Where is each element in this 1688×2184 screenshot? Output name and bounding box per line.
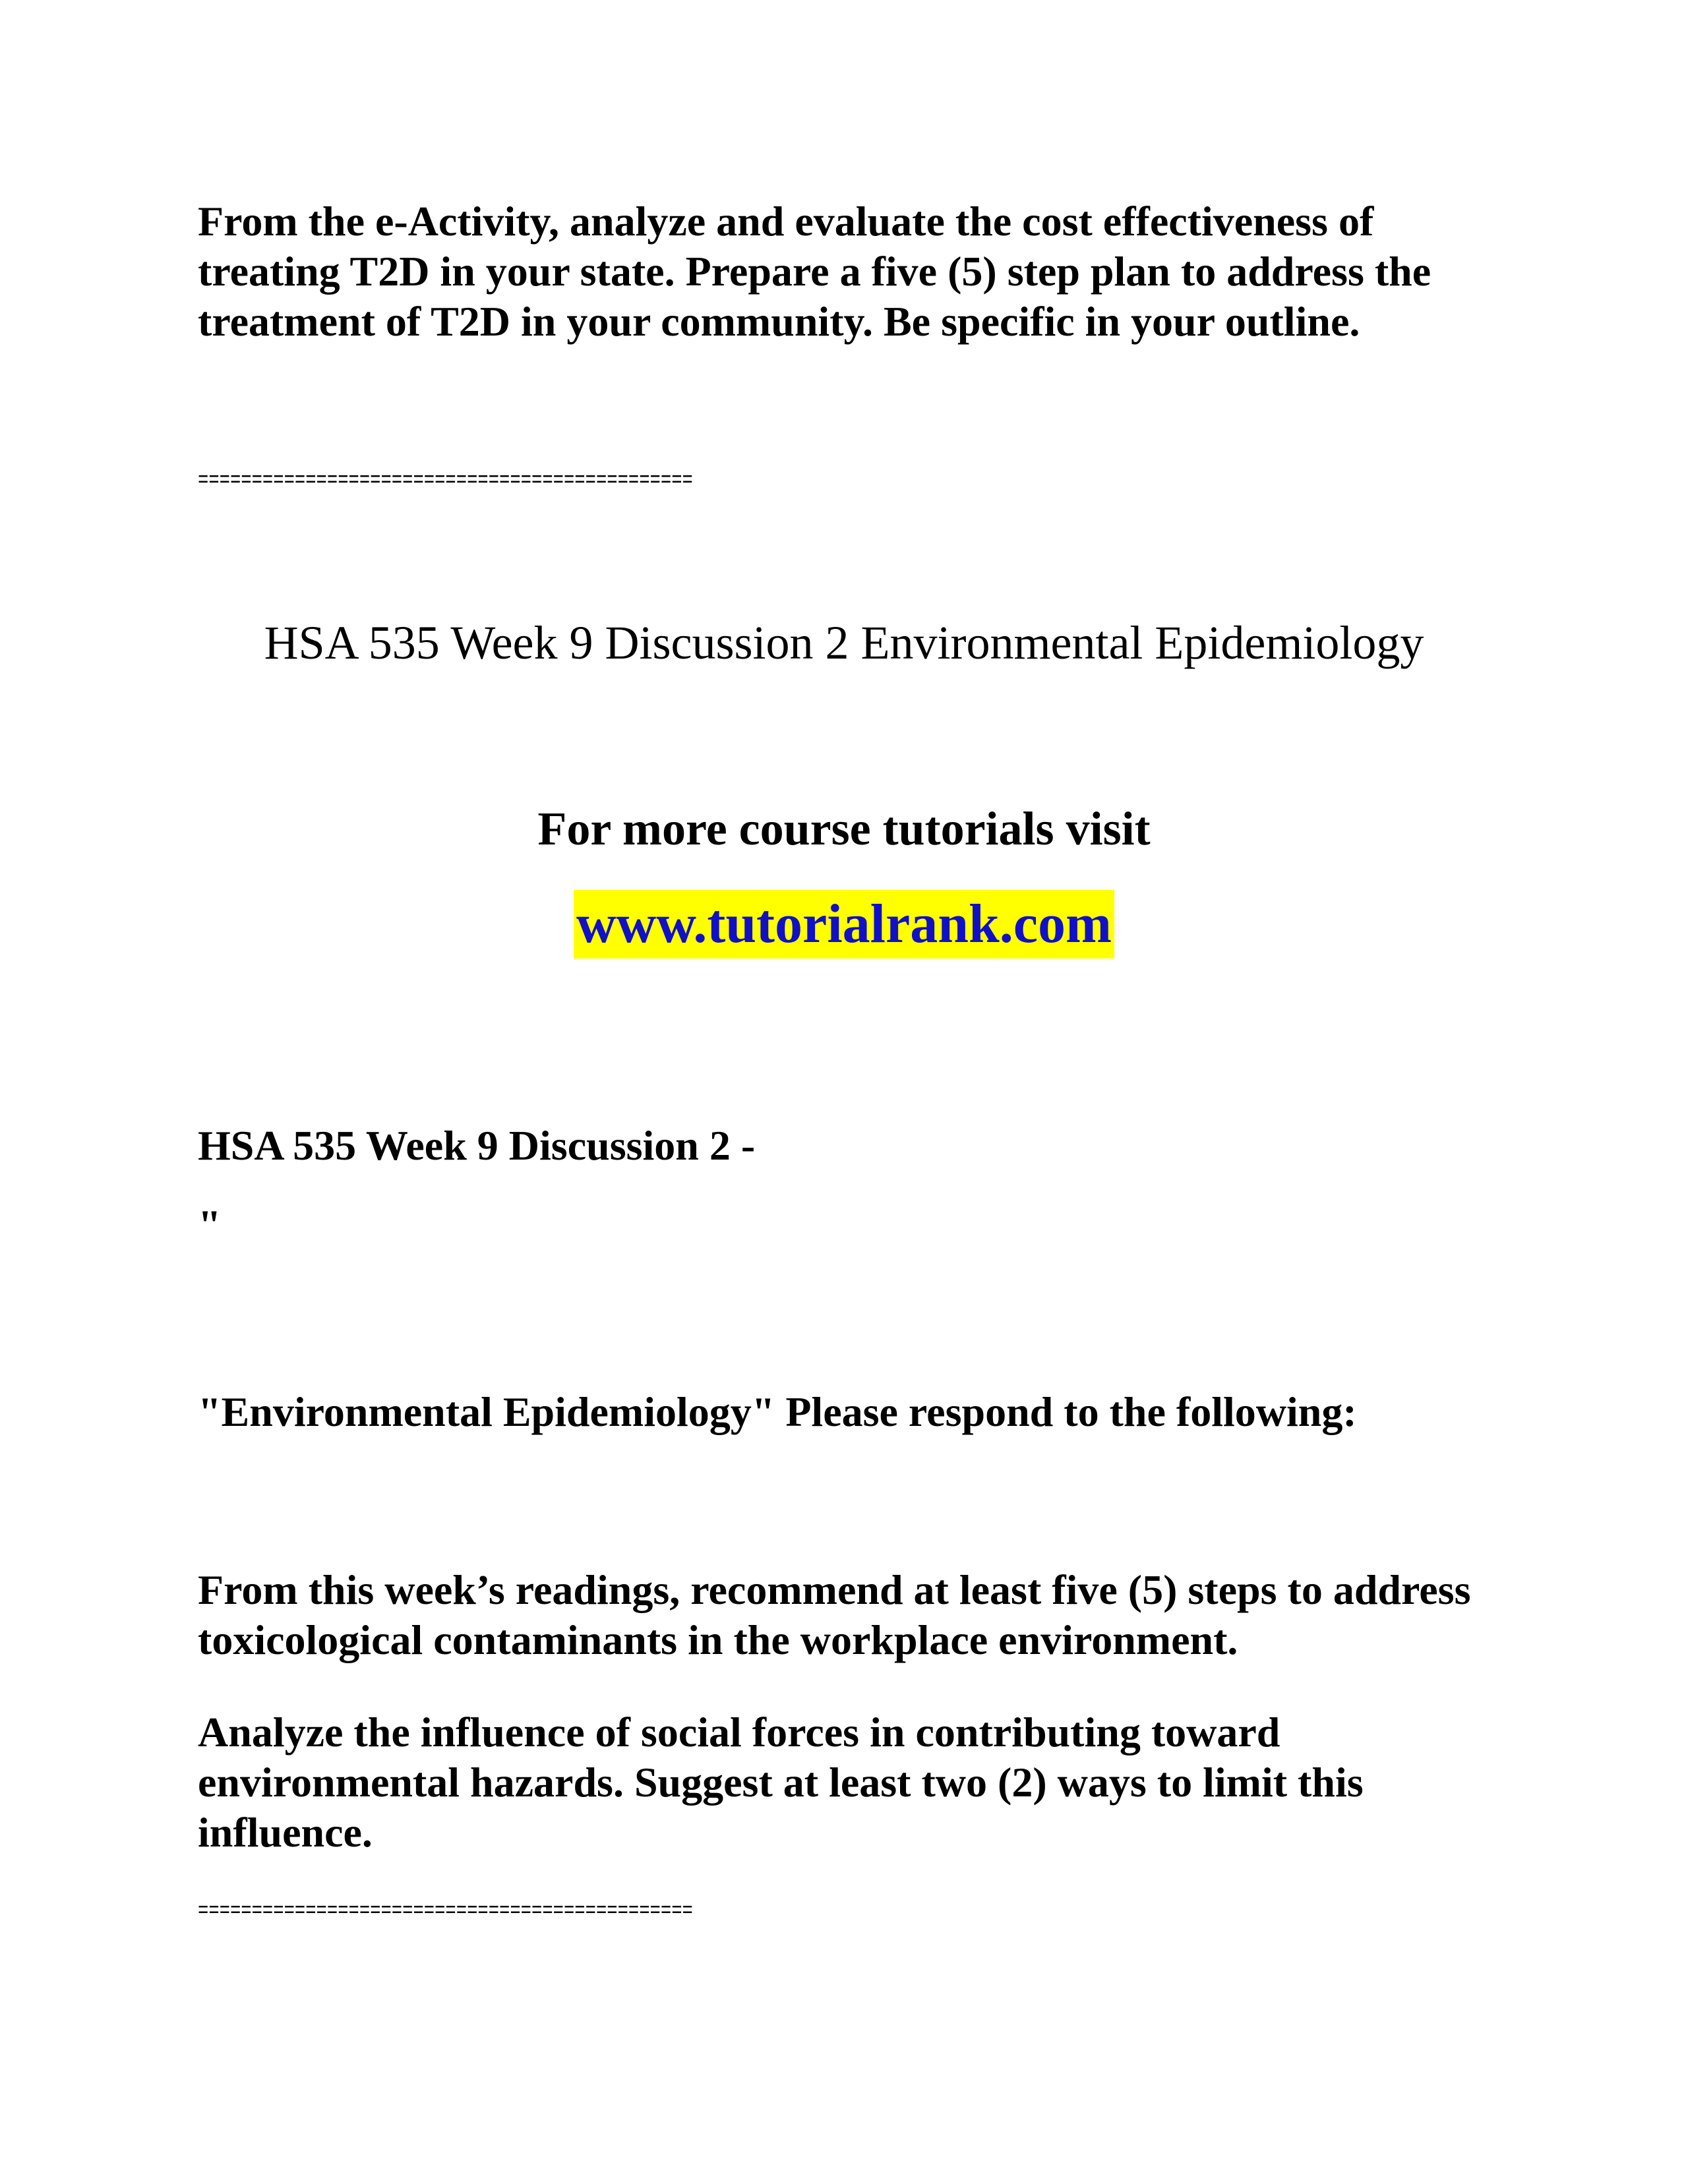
- discussion-prompt: "Environmental Epidemiology" Please respond to the following:: [198, 1388, 1357, 1435]
- link-container: [0, 890, 1688, 959]
- question-paragraph-1: From this week’s readings, recommend at least five (5) steps to address toxicological contaminants in the workplace environment.: [198, 1566, 1471, 1663]
- question-paragraph-2: Analyze the influence of social forces in contributing toward environmental hazards. Suggest at least two (2) ways to limit this influence.: [198, 1709, 1364, 1856]
- sub-heading: HSA 535 Week 9 Discussion 2 -: [198, 1122, 756, 1169]
- separator-line-bottom: ==============================================: [198, 1899, 693, 1924]
- visit-text: For more course tutorials visit: [537, 802, 1151, 855]
- quote-mark: ": [198, 1201, 222, 1248]
- tutorialrank-link[interactable]: www.tutorialrank.com: [574, 890, 1114, 959]
- separator-line-top: ==============================================: [198, 469, 693, 494]
- page-title: HSA 535 Week 9 Discussion 2 Environmental Epidemiology: [264, 616, 1424, 669]
- intro-paragraph: From the e-Activity, analyze and evaluate the cost effectiveness of treating T2D in your state. Prepare a five (5) step plan to address the treatment of T2D in your community. Be specific in your outline.: [198, 198, 1432, 345]
